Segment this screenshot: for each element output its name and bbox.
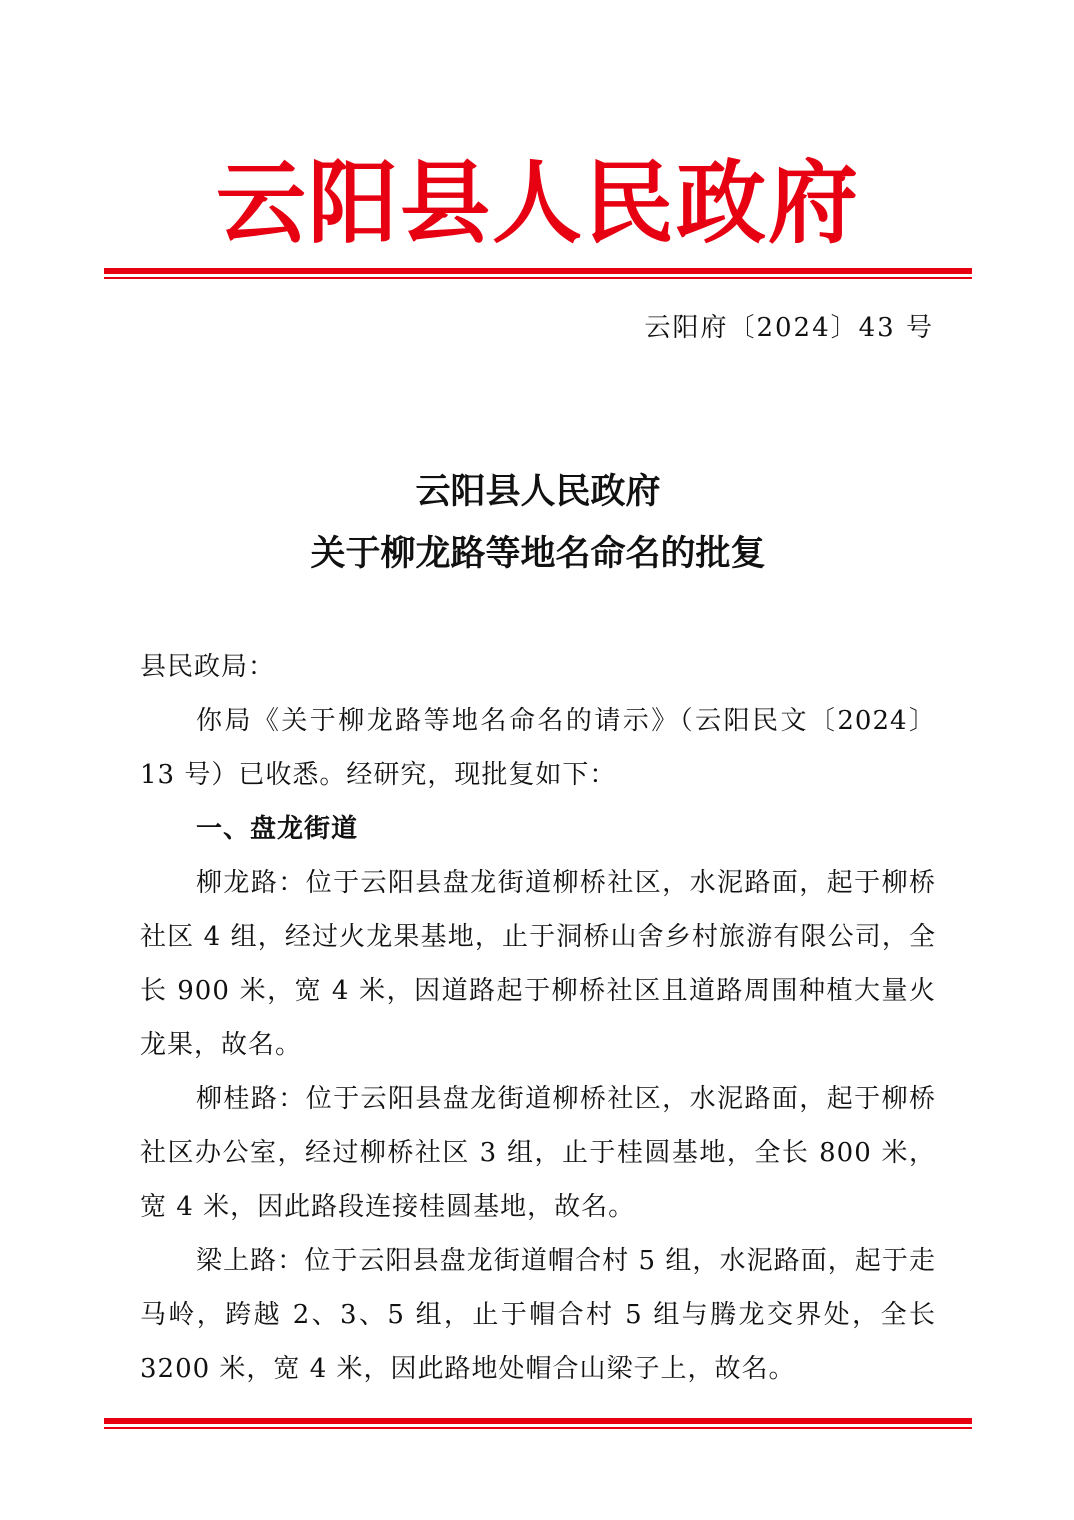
issuer-masthead: 云阳县人民政府 bbox=[216, 150, 860, 256]
footer-rule-thin bbox=[104, 1427, 972, 1429]
document-body bbox=[140, 640, 936, 1396]
road-paragraph-liulong: 柳龙路：位于云阳县盘龙街道柳桥社区，水泥路面，起于柳桥社区 4 组，经过火龙果基地，止于洞桥山舍乡村旅游有限公司，全长 900 米，宽 4 米，因道路起于柳桥社区且道路周围种植大量火龙果，故名。 bbox=[140, 868, 936, 1060]
document-title-line2: 关于柳龙路等地名命名的批复 bbox=[310, 533, 766, 574]
document-title-line1: 云阳县人民政府 bbox=[415, 471, 661, 512]
intro-paragraph: 你局《关于柳龙路等地名命名的请示》（云阳民文〔2024〕13 号）已收悉。经研究，现批复如下： bbox=[140, 706, 936, 790]
footer-rule-thick bbox=[104, 1418, 972, 1424]
road-paragraph-liangshang: 梁上路：位于云阳县盘龙街道帽合村 5 组，水泥路面，起于走马岭，跨越 2、3、5 组，止于帽合村 5 组与腾龙交界处，全长 3200 米，宽 4 米，因此路地处帽合山梁子上，故名。 bbox=[140, 1246, 936, 1384]
section-heading: 一、盘龙街道 bbox=[196, 814, 359, 844]
addressee: 县民政局： bbox=[140, 652, 276, 682]
document-number: 云阳府〔2024〕43 号 bbox=[644, 313, 934, 343]
road-paragraph-liugui: 柳桂路：位于云阳县盘龙街道柳桥社区，水泥路面，起于柳桥社区办公室，经过柳桥社区 3 组，止于桂圆基地，全长 800 米，宽 4 米，因此路段连接桂圆基地，故名。 bbox=[140, 1084, 936, 1222]
header-rule-thick bbox=[104, 268, 972, 274]
header-rule-thin bbox=[104, 277, 972, 279]
